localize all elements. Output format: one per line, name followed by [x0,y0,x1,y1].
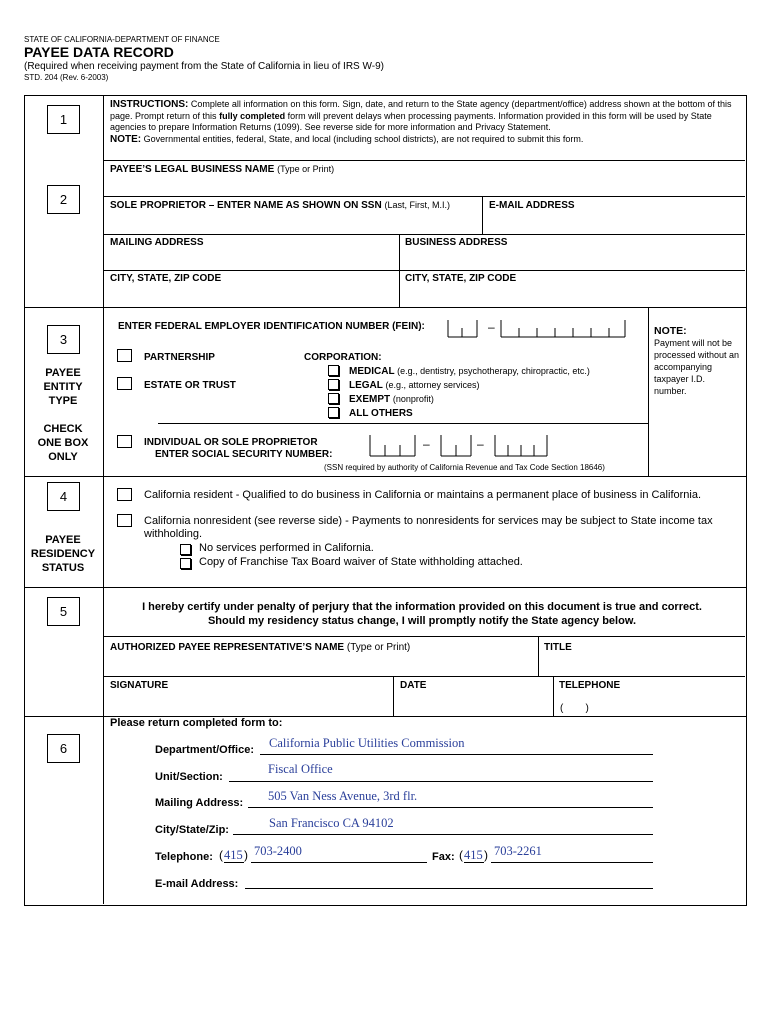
instructions-title: INSTRUCTIONS: [110,99,189,110]
mailing-underline [248,807,653,808]
unit-underline [229,781,653,782]
no-services-label: No services performed in California. [199,542,374,554]
return-to-label: Please return completed form to: [110,717,283,729]
instructions-block [110,99,740,145]
legal-checkbox[interactable] [328,379,339,390]
section-4-number: 4 [47,482,80,511]
department-label: Department/Office: [155,744,255,756]
fein-dash: – [488,320,495,334]
ssn-label: ENTER SOCIAL SECURITY NUMBER: [155,449,333,460]
mailing-address-label: MAILING ADDRESS [110,237,204,248]
mailing-address-value[interactable]: 505 Van Ness Avenue, 3rd flr. [268,789,418,803]
title-label: TITLE [544,642,572,653]
business-city-state-zip-field[interactable] [401,285,741,305]
city-underline [233,834,653,835]
sole-proprietor-field[interactable] [104,212,480,232]
date-field[interactable] [395,692,551,714]
unit-label: Unit/Section: [155,771,223,783]
entity-type-label: PAYEE ENTITY TYPE [43,367,83,407]
mailing-address-field[interactable] [104,249,397,269]
section-6-number: 6 [47,734,80,763]
department-underline [260,754,653,755]
business-address-label: BUSINESS ADDRESS [405,237,508,248]
section-3-number: 3 [47,325,80,354]
city-state-zip-field[interactable] [104,285,397,305]
estate-trust-label: ESTATE OR TRUST [144,380,236,391]
email-field-6[interactable] [246,872,652,888]
note-title: NOTE: [110,133,142,145]
email-underline [245,888,653,889]
business-city-state-zip-label: CITY, STATE, ZIP CODE [405,273,517,284]
ssn-dash-2: – [477,437,484,451]
divider [24,476,746,477]
fax-label: Fax: [432,851,455,863]
check-one-box-label: CHECK ONE BOX ONLY [37,423,89,463]
fein-label: ENTER FEDERAL EMPLOYER IDENTIFICATION NUMBER (FEIN): [118,321,425,332]
email-label: E-MAIL ADDRESS [489,200,575,211]
partnership-label: PARTNERSHIP [144,352,215,363]
fein-input[interactable] [447,318,627,338]
note-text: Governmental entities, federal, State, and local (including school districts), are not required to submit this form. [143,133,584,144]
form-title: PAYEE DATA RECORD [24,44,174,60]
corporation-label: CORPORATION: [304,352,382,363]
instructions-bold: fully completed [219,110,286,121]
fax-close-paren: ) [484,848,488,862]
rep-name-label: AUTHORIZED PAYEE REPRESENTATIVE’S NAME (Type or Print) [110,642,411,653]
phone-open-paren: ( [219,848,223,862]
business-address-field[interactable] [401,249,741,269]
divider [553,676,554,716]
divider [648,307,649,476]
fax-area-code[interactable]: 415 [464,848,483,862]
ssn-dash-1: – [423,437,430,451]
rep-name-field[interactable] [104,654,536,674]
form-number: STD. 204 (Rev. 6-2003) [24,73,109,82]
resident-checkbox[interactable] [117,488,132,501]
waiver-label: Copy of Franchise Tax Board waiver of State withholding attached. [199,556,523,568]
divider [393,676,394,716]
medical-checkbox[interactable] [328,365,339,376]
telephone-label-6: Telephone: [155,851,213,863]
mailing-address-label-6: Mailing Address: [155,797,244,809]
exempt-checkbox[interactable] [328,393,339,404]
divider [103,270,745,271]
date-label: DATE [400,680,427,691]
phone-close-paren: ) [244,848,248,862]
divider [24,307,746,308]
medical-label: MEDICAL (e.g., dentistry, psychotherapy, chiropractic, etc.) [349,366,590,377]
signature-field[interactable] [104,692,391,714]
unit-value[interactable]: Fiscal Office [268,762,333,776]
instructions-text-a: Complete all information on this form. Sign, date, and return to the State agency (department/office) address shown at the bottom of this page. Prompt return of this [110,99,732,121]
department-value[interactable]: California Public Utilities Commission [269,736,465,750]
ssn-note: (SSN required by authority of California Revenue and Tax Code Section 18646) [324,463,605,472]
divider [482,196,483,234]
telephone-label: TELEPHONE [559,680,621,691]
nonresident-label-cont: withholding. [144,528,203,540]
phone-number[interactable]: 703-2400 [254,844,302,858]
nonresident-checkbox[interactable] [117,514,132,527]
individual-checkbox[interactable] [117,435,132,448]
no-services-checkbox[interactable] [180,544,191,555]
legal-label: LEGAL (e.g., attorney services) [349,380,480,391]
divider [538,636,539,676]
certification-text: I hereby certify under penalty of perjury that the information provided on this document is true and correct. Should my residency status change, I will promptly notify the State agency below. [142,601,702,627]
city-state-zip-label: CITY, STATE, ZIP CODE [110,273,222,284]
fax-open-paren: ( [459,848,463,862]
signature-label: SIGNATURE [110,680,169,691]
form-subtitle: (Required when receiving payment from the State of California in lieu of IRS W-9) [24,61,384,72]
residency-status-label: PAYEE RESIDENCY STATUS [30,534,96,574]
section-5-number: 5 [47,597,80,626]
nonresident-label: California nonresident (see reverse side) - Payments to nonresidents for services may be subject to State income tax [144,515,713,527]
divider [103,234,745,235]
agency-name: STATE OF CALIFORNIA-DEPARTMENT OF FINANCE [24,35,220,44]
title-field[interactable] [540,654,740,674]
city-state-zip-label-6: City/State/Zip: [155,824,229,836]
section-2-number: 2 [47,185,80,214]
individual-label: INDIVIDUAL OR SOLE PROPRIETOR [144,437,318,448]
city-state-zip-value[interactable]: San Francisco CA 94102 [269,816,394,830]
phone-underline [251,862,427,863]
divider [158,423,648,424]
ssn-input[interactable] [369,433,549,457]
phone-area-code[interactable]: 415 [224,848,243,862]
all-others-checkbox[interactable] [328,407,339,418]
divider [103,676,745,677]
all-others-label: ALL OTHERS [349,408,413,419]
instructions-text-b: form will prevent delays when processing payments. Information provided in this form will be used by State agencies to prepare Information Returns (1099). See reverse side for more information and Privacy Statement. [110,110,712,132]
phone-area-underline [224,862,244,863]
estate-trust-checkbox[interactable] [117,377,132,390]
divider [24,587,746,588]
divider [103,636,745,637]
divider [103,160,745,161]
email-label-6: E-mail Address: [155,878,239,890]
fax-area-underline [464,862,484,863]
waiver-checkbox[interactable] [180,558,191,569]
telephone-field[interactable]: ( ) [560,703,589,714]
tin-note: NOTE: Payment will not be processed without an accompanying taxpayer I.D. number. [654,325,740,396]
sole-proprietor-label: SOLE PROPRIETOR – ENTER NAME AS SHOWN ON SSN (Last, First, M.I.) [110,200,450,211]
legal-name-field[interactable] [104,176,740,194]
fax-underline [491,862,653,863]
divider [103,196,745,197]
partnership-checkbox[interactable] [117,349,132,362]
fax-number[interactable]: 703-2261 [494,844,542,858]
email-field[interactable] [484,212,740,232]
legal-name-label: PAYEE’S LEGAL BUSINESS NAME (Type or Print) [110,164,335,175]
exempt-label: EXEMPT (nonprofit) [349,394,434,405]
resident-label: California resident - Qualified to do business in California or maintains a permanent place of business in California. [144,489,702,501]
section-1-number: 1 [47,105,80,134]
